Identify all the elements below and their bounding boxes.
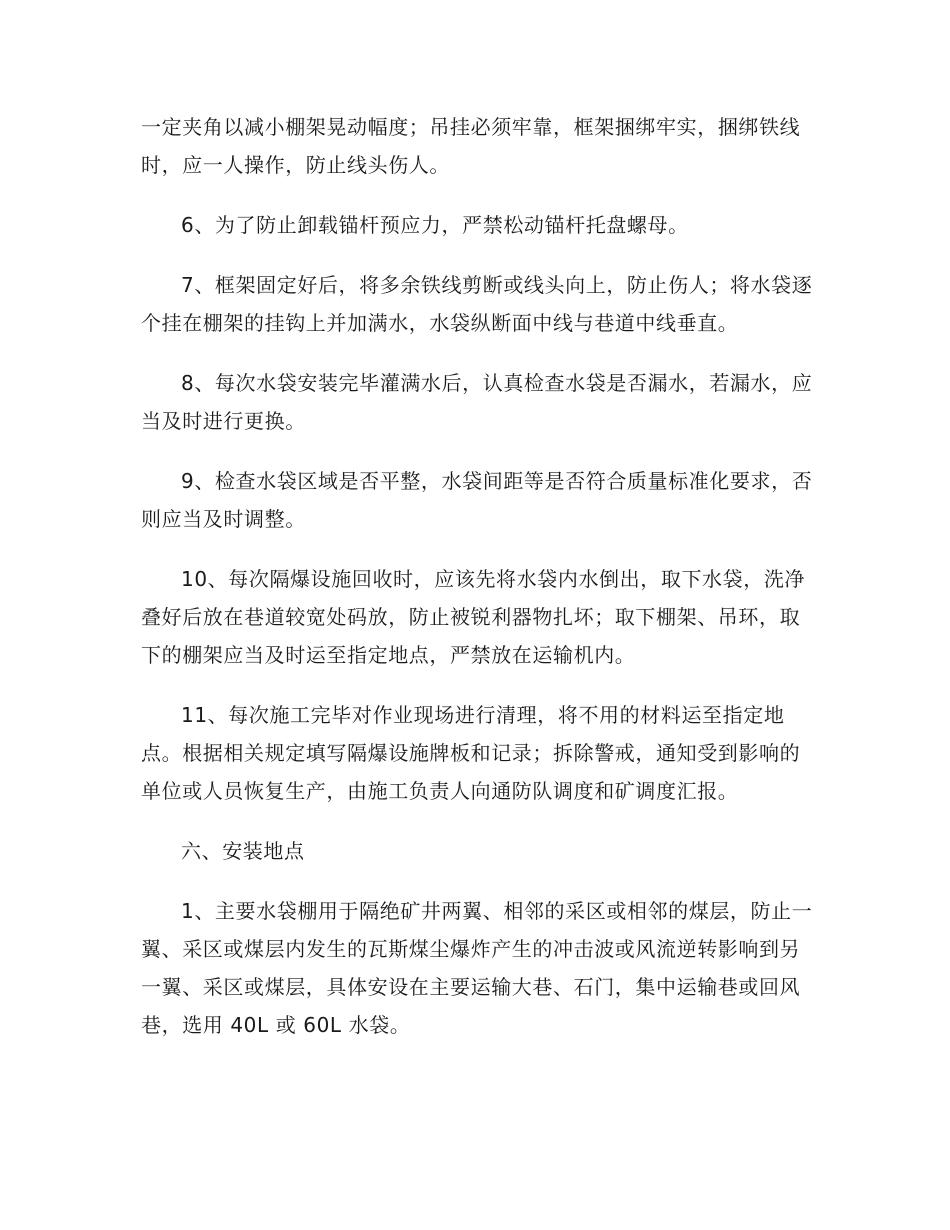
paragraph-item-6: 6、为了防止卸载锚杆预应力，严禁松动锚杆托盘螺母。 <box>181 213 689 237</box>
paragraph-location-item-1: 1、主要水袋棚用于隔绝矿井两翼、相邻的采区或相邻的煤层，防止一翼、采区或煤层内发生的瓦斯煤尘爆炸产生的冲击波或风流逆转影响到另一翼、采区或煤层，具体安设在主要运输大巷、石门，集中运输巷或回风巷，选用 40L 或 60L 水袋。 <box>141 899 813 1037</box>
section-heading-installation-location: 六、安装地点 <box>181 839 305 863</box>
document-body <box>141 108 813 1066</box>
paragraph-item-10: 10、每次隔爆设施回收时，应该先将水袋内水倒出，取下水袋，洗净叠好后放在巷道较宽处码放，防止被锐利器物扎坏；取下棚架、吊环，取下的棚架应当及时运至指定地点，严禁放在运输机内。 <box>141 567 806 667</box>
paragraph-continuation: 一定夹角以减小棚架晃动幅度；吊挂必须牢靠，框架捆绑牢实，捆绑铁线时，应一人操作，防止线头伤人。 <box>141 115 801 177</box>
paragraph-item-7: 7、框架固定好后，将多余铁线剪断或线头向上，防止伤人；将水袋逐个挂在棚架的挂钩上并加满水，水袋纵断面中线与巷道中线垂直。 <box>141 273 813 335</box>
paragraph-item-9: 9、检查水袋区域是否平整，水袋间距等是否符合质量标准化要求，否则应当及时调整。 <box>141 469 813 531</box>
paragraph-item-8: 8、每次水袋安装完毕灌满水后，认真检查水袋是否漏水，若漏水，应当及时进行更换。 <box>141 371 813 433</box>
paragraph-item-11: 11、每次施工完毕对作业现场进行清理，将不用的材料运至指定地点。根据相关规定填写隔爆设施牌板和记录；拆除警戒，通知受到影响的单位或人员恢复生产，由施工负责人向通防队调度和矿调度汇报。 <box>141 703 801 803</box>
